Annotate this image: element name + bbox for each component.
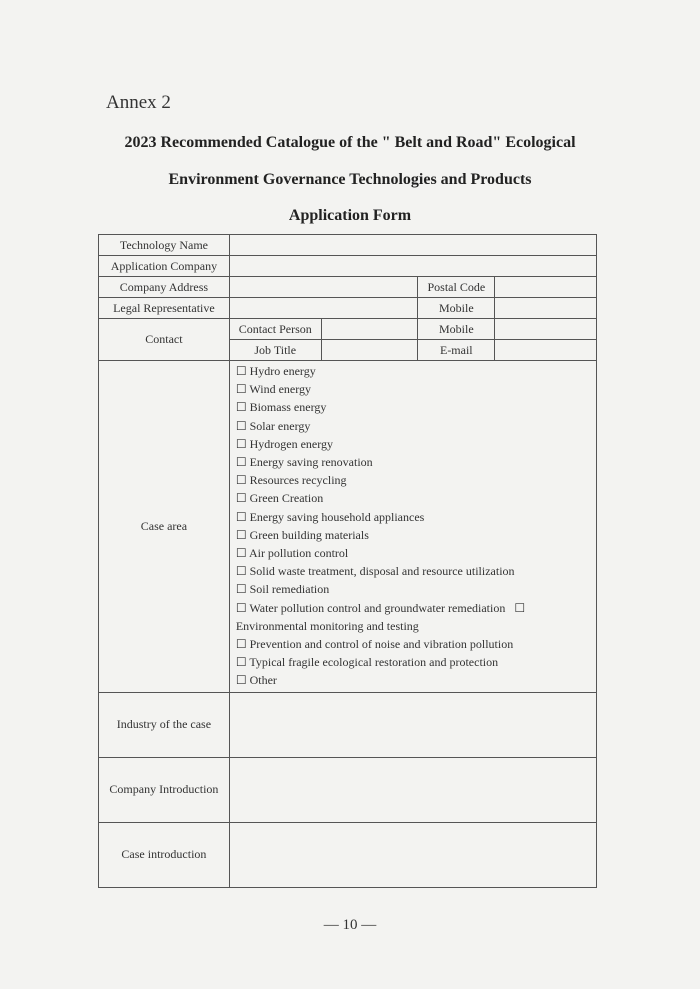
application-company-field[interactable] bbox=[229, 256, 596, 277]
case-area-option[interactable] bbox=[236, 653, 590, 671]
annex-label: Annex 2 bbox=[106, 92, 171, 113]
title-line-1: 2023 Recommended Catalogue of the " Belt and Road" Ecological bbox=[124, 134, 576, 151]
checkbox-icon[interactable]: ☐ bbox=[235, 637, 247, 652]
case-area-option-label: Biomass energy bbox=[249, 400, 327, 415]
contact-mobile-label: Mobile bbox=[418, 319, 495, 340]
row-application-company bbox=[99, 256, 597, 277]
case-area-option-label: Green building materials bbox=[249, 527, 369, 542]
checkbox-icon[interactable]: ☐ bbox=[235, 364, 247, 378]
case-area-option[interactable] bbox=[236, 562, 590, 580]
legal-mobile-field[interactable] bbox=[495, 298, 597, 319]
case-area-option[interactable] bbox=[236, 471, 590, 489]
case-area-option[interactable] bbox=[236, 362, 590, 380]
case-area-option-label: Air pollution control bbox=[248, 546, 349, 561]
case-area-option-label: Resources recycling bbox=[249, 473, 347, 488]
case-area-option[interactable] bbox=[236, 508, 590, 526]
industry-of-case-label: Industry of the case bbox=[99, 692, 230, 757]
company-introduction-field[interactable] bbox=[229, 757, 596, 822]
job-title-field[interactable] bbox=[321, 340, 418, 361]
checkbox-icon[interactable]: ☐ bbox=[514, 600, 526, 615]
case-area-label: Case area bbox=[99, 361, 230, 693]
company-introduction-label: Company Introduction bbox=[99, 757, 230, 822]
checkbox-icon[interactable]: ☐ bbox=[235, 582, 247, 597]
case-area-option-label: Soil remediation bbox=[249, 582, 330, 597]
application-form-table bbox=[98, 234, 597, 888]
case-area-option-label: Hydro energy bbox=[249, 364, 316, 378]
title-line-2: Environment Governance Technologies and Products bbox=[168, 171, 532, 188]
checkbox-icon[interactable]: ☐ bbox=[235, 400, 247, 415]
case-area-option[interactable] bbox=[236, 435, 590, 453]
case-area-option[interactable] bbox=[236, 453, 590, 471]
checkbox-icon[interactable]: ☐ bbox=[235, 491, 247, 506]
checkbox-icon[interactable]: ☐ bbox=[235, 546, 247, 561]
case-area-option-label: Prevention and control of noise and vibration pollution bbox=[249, 637, 514, 652]
case-area-option[interactable] bbox=[236, 417, 590, 435]
checkbox-icon[interactable]: ☐ bbox=[235, 436, 247, 451]
application-company-label: Application Company bbox=[99, 256, 230, 277]
case-area-option[interactable] bbox=[236, 580, 590, 598]
email-label: E-mail bbox=[418, 340, 495, 361]
company-address-label: Company Address bbox=[99, 277, 230, 298]
case-area-option-label: Hydrogen energy bbox=[249, 436, 334, 451]
row-case-area bbox=[99, 361, 597, 693]
industry-of-case-field[interactable] bbox=[229, 692, 596, 757]
checkbox-icon[interactable]: ☐ bbox=[235, 564, 247, 579]
case-area-option[interactable] bbox=[236, 380, 590, 398]
job-title-label: Job Title bbox=[229, 340, 321, 361]
case-area-options bbox=[229, 361, 596, 693]
case-area-option[interactable] bbox=[236, 398, 590, 416]
legal-mobile-label: Mobile bbox=[418, 298, 495, 319]
checkbox-icon[interactable]: ☐ bbox=[235, 509, 247, 524]
email-field[interactable] bbox=[495, 340, 597, 361]
case-introduction-field[interactable] bbox=[229, 822, 596, 887]
postal-code-field[interactable] bbox=[495, 277, 597, 298]
checkbox-icon[interactable]: ☐ bbox=[235, 527, 247, 542]
checkbox-icon[interactable]: ☐ bbox=[235, 382, 247, 397]
case-introduction-label: Case introduction bbox=[99, 822, 230, 887]
row-case-introduction bbox=[99, 822, 597, 887]
case-area-option-label: Energy saving renovation bbox=[249, 455, 373, 470]
checkbox-icon[interactable]: ☐ bbox=[235, 473, 247, 488]
case-area-option-label: Typical fragile ecological restoration and protection bbox=[249, 655, 499, 670]
technology-name-field[interactable] bbox=[229, 235, 596, 256]
case-area-option-label: Energy saving household appliances bbox=[249, 509, 425, 524]
case-area-option[interactable] bbox=[236, 635, 590, 653]
case-area-option-label: Solid waste treatment, disposal and resource utilization bbox=[249, 564, 515, 579]
case-area-option[interactable] bbox=[236, 599, 590, 617]
row-industry-of-case bbox=[99, 692, 597, 757]
checkbox-icon[interactable]: ☐ bbox=[235, 673, 247, 688]
contact-person-label: Contact Person bbox=[229, 319, 321, 340]
case-area-option-label: Wind energy bbox=[249, 382, 312, 397]
checkbox-icon[interactable]: ☐ bbox=[235, 600, 247, 615]
case-area-option[interactable] bbox=[236, 671, 590, 689]
case-area-option bbox=[236, 617, 590, 635]
checkbox-icon[interactable]: ☐ bbox=[235, 418, 247, 433]
case-area-option-label: Environmental monitoring and testing bbox=[235, 618, 419, 633]
contact-label: Contact bbox=[99, 319, 230, 361]
case-area-option[interactable] bbox=[236, 489, 590, 507]
page-number: — 10 — bbox=[323, 917, 377, 933]
legal-representative-field[interactable] bbox=[229, 298, 418, 319]
case-area-option-label: Solar energy bbox=[249, 418, 311, 433]
title-line-3: Application Form bbox=[288, 207, 412, 224]
contact-mobile-field[interactable] bbox=[495, 319, 597, 340]
case-area-option[interactable] bbox=[236, 526, 590, 544]
contact-person-field[interactable] bbox=[321, 319, 418, 340]
row-company-introduction bbox=[99, 757, 597, 822]
checkbox-icon[interactable]: ☐ bbox=[235, 455, 247, 470]
company-address-field[interactable] bbox=[229, 277, 418, 298]
row-legal-representative bbox=[99, 298, 597, 319]
technology-name-label: Technology Name bbox=[99, 235, 230, 256]
case-area-option[interactable] bbox=[236, 544, 590, 562]
legal-representative-label: Legal Representative bbox=[99, 298, 230, 319]
case-area-option-label: Green Creation bbox=[249, 491, 324, 506]
postal-code-label: Postal Code bbox=[418, 277, 495, 298]
row-company-address bbox=[99, 277, 597, 298]
row-contact-person bbox=[99, 319, 597, 340]
case-area-option-label: Water pollution control and groundwater remediation bbox=[249, 600, 506, 615]
row-technology-name bbox=[99, 235, 597, 256]
checkbox-icon[interactable]: ☐ bbox=[235, 655, 247, 670]
case-area-option-label: Other bbox=[249, 673, 277, 688]
